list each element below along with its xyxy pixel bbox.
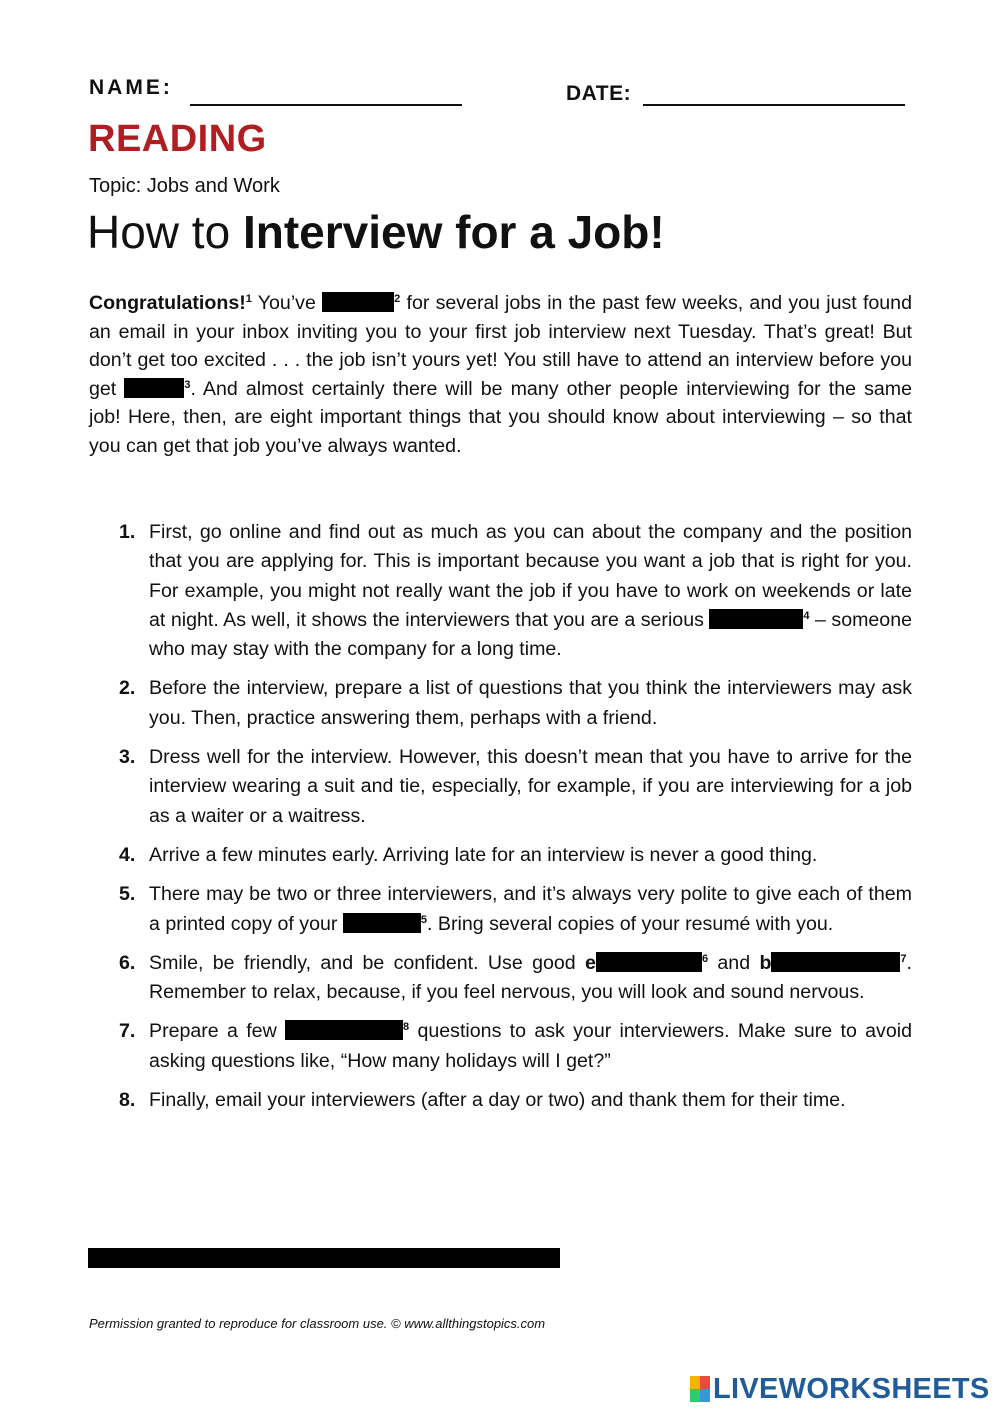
title-bold: Interview for a Job! bbox=[242, 206, 665, 258]
footnote-7: 7 bbox=[900, 952, 907, 965]
list-item bbox=[118, 880, 912, 939]
answer-field[interactable] bbox=[88, 1248, 560, 1268]
topic-label: Topic: Jobs and Work bbox=[89, 175, 280, 197]
tip-number: 8. bbox=[119, 1089, 136, 1112]
list-item bbox=[118, 518, 912, 664]
footnote-5: 5 bbox=[420, 913, 427, 926]
liveworksheets-logo bbox=[690, 1374, 990, 1404]
tip-text: Smile, be friendly, and be confident. Use good bbox=[149, 951, 586, 974]
hint-letter-b: b bbox=[759, 951, 772, 974]
tip-text: There may be two or three interviewers, and it’s always very polite to give each of them a printed copy of your bbox=[149, 883, 912, 935]
tip-text: Arrive a few minutes early. Arriving late for an interview is never a good thing. bbox=[149, 843, 818, 866]
tip-number: 2. bbox=[119, 677, 136, 700]
tip-text: . Bring several copies of your resumé with you. bbox=[427, 912, 834, 935]
name-field[interactable] bbox=[190, 104, 462, 106]
tip-text: Dress well for the interview. However, this doesn’t mean that you have to arrive for the interview wearing a suit and tie, especially, for example, if you are interviewing for a job as a waiter or a waitress. bbox=[149, 746, 912, 827]
tip-text: Before the interview, prepare a list of questions that you think the interviewers may ask you. Then, practice answering them, perhaps with a friend. bbox=[149, 677, 912, 729]
tip-text: First, go online and find out as much as you can about the company and the position that you are applying for. This is important because you want a job that is right for you. For example, you might not really want the job if you have to work on weekends or late at night. As well, it shows the interviewers that you are a serious bbox=[149, 521, 912, 631]
name-label: NAME: bbox=[89, 76, 173, 99]
tip-text: questions to ask your interviewers. Make sure to avoid asking questions like, “How many holidays will I get?” bbox=[149, 1020, 912, 1072]
section-title: READING bbox=[88, 118, 267, 160]
list-item bbox=[118, 841, 912, 870]
header-row bbox=[89, 76, 919, 110]
footnote-8: 8 bbox=[403, 1021, 410, 1034]
list-item bbox=[118, 743, 912, 831]
tip-number: 5. bbox=[119, 883, 136, 906]
liveworksheets-icon bbox=[690, 1376, 710, 1402]
title-light: How to bbox=[87, 206, 243, 258]
tips-list bbox=[118, 518, 912, 1125]
intro-segment-2: for several jobs in the past few weeks, and you just found an email in your inbox inviting you to your first job interview next Tuesday. That’s great! But don’t get too excited . . . the job isn’t yours yet! You still have to attend an interview before you get bbox=[89, 292, 912, 400]
list-item bbox=[118, 1086, 912, 1115]
tip-number: 6. bbox=[119, 951, 136, 974]
intro-segment-3: . And almost certainly there will be many other people interviewing for the same job! Here, then, are eight important things that you should know about interviewing – so that you can get that job you’ve always wanted. bbox=[89, 377, 912, 457]
tip-number: 3. bbox=[119, 746, 136, 769]
footnote-6: 6 bbox=[701, 952, 709, 965]
blank-7[interactable] bbox=[771, 952, 900, 972]
intro-segment-1: You’ve bbox=[251, 292, 323, 314]
blank-3[interactable] bbox=[124, 378, 184, 398]
footnote-1: 1 bbox=[245, 293, 252, 305]
footnote-3: 3 bbox=[184, 378, 191, 391]
logo-text: LIVEWORKSHEETS bbox=[713, 1373, 990, 1405]
blank-4[interactable] bbox=[709, 609, 803, 629]
list-item bbox=[118, 674, 912, 733]
list-item bbox=[118, 1017, 912, 1076]
intro-paragraph bbox=[89, 289, 912, 461]
tip-number: 1. bbox=[119, 521, 136, 543]
permission-note: Permission granted to reproduce for classroom use. © www.allthingstopics.com bbox=[89, 1316, 546, 1331]
footnote-4: 4 bbox=[803, 609, 810, 622]
blank-6[interactable] bbox=[596, 952, 702, 972]
tip-number: 4. bbox=[119, 843, 136, 866]
intro-lead: Congratulations! bbox=[89, 292, 246, 314]
tip-text: – someone who may stay with the company for a long time. bbox=[149, 608, 912, 661]
footnote-2: 2 bbox=[394, 293, 401, 305]
date-label: DATE: bbox=[566, 82, 632, 105]
tip-text: Prepare a few bbox=[149, 1020, 286, 1043]
tip-text: . Remember to relax, because, if you feel nervous, you will look and sound nervous. bbox=[149, 951, 912, 1004]
blank-5[interactable] bbox=[343, 913, 421, 933]
list-item bbox=[118, 949, 912, 1008]
tip-text: and bbox=[708, 951, 760, 974]
tip-text: Finally, email your interviewers (after a day or two) and thank them for their time. bbox=[149, 1089, 846, 1112]
page-title bbox=[87, 205, 665, 259]
blank-8[interactable] bbox=[285, 1020, 403, 1040]
hint-letter-e: e bbox=[585, 951, 596, 974]
tip-number: 7. bbox=[119, 1020, 136, 1043]
blank-2[interactable] bbox=[322, 292, 394, 312]
date-field[interactable] bbox=[643, 104, 905, 106]
